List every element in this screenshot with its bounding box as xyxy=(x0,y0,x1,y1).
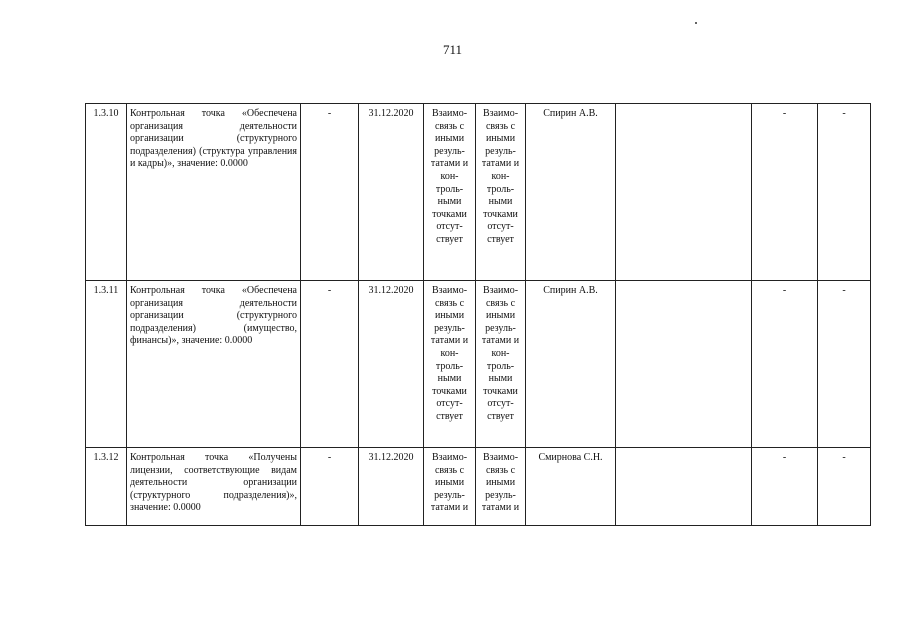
row-number: 1.3.12 xyxy=(86,448,127,526)
dash-cell: - xyxy=(752,448,818,526)
table-row xyxy=(86,448,871,526)
row-number: 1.3.10 xyxy=(86,104,127,281)
responsible-person: Спирин А.В. xyxy=(526,104,616,281)
relation-cell: Взаимо- связь с иными резуль- татами и кон- троль- ными точками отсут- ствует xyxy=(424,104,476,281)
responsible-person: Спирин А.В. xyxy=(526,281,616,448)
relation-cell: Взаимо- связь с иными резуль- татами и кон- троль- ными точками отсут- ствует xyxy=(424,281,476,448)
relation-cell: Взаимо- связь с иными резуль- татами и xyxy=(424,448,476,526)
responsible-person: Смирнова С.Н. xyxy=(526,448,616,526)
due-date: 31.12.2020 xyxy=(359,448,424,526)
dash-cell: - xyxy=(301,281,359,448)
empty-cell xyxy=(616,104,752,281)
dash-cell: - xyxy=(752,104,818,281)
control-points-table xyxy=(85,103,871,526)
page-number: 711 xyxy=(442,42,463,57)
due-date: 31.12.2020 xyxy=(359,104,424,281)
dash-cell: - xyxy=(301,448,359,526)
control-point-description: Контрольная точка «Обеспечена организация деятельности организации (структурного подразделения) (имущество, финансы)», значение: 0.0000 xyxy=(127,281,301,448)
table-row xyxy=(86,281,871,448)
control-point-description: Контрольная точка «Обеспечена организация деятельности организации (структурного подразделения) (структура управления и кадры)», значение: 0.0000 xyxy=(127,104,301,281)
scan-dot xyxy=(695,22,697,24)
relation-cell: Взаимо- связь с иными резуль- татами и кон- троль- ными точками отсут- ствует xyxy=(476,281,526,448)
relation-cell: Взаимо- связь с иными резуль- татами и xyxy=(476,448,526,526)
empty-cell xyxy=(616,281,752,448)
dash-cell: - xyxy=(818,448,871,526)
control-point-description: Контрольная точка «Получены лицензии, соответствующие видам деятельности организации (структурного подразделения)», значение: 0.0000 xyxy=(127,448,301,526)
dash-cell: - xyxy=(752,281,818,448)
dash-cell: - xyxy=(301,104,359,281)
table-row xyxy=(86,104,871,281)
due-date: 31.12.2020 xyxy=(359,281,424,448)
dash-cell: - xyxy=(818,281,871,448)
row-number: 1.3.11 xyxy=(86,281,127,448)
dash-cell: - xyxy=(818,104,871,281)
relation-cell: Взаимо- связь с иными резуль- татами и кон- троль- ными точками отсут- ствует xyxy=(476,104,526,281)
empty-cell xyxy=(616,448,752,526)
